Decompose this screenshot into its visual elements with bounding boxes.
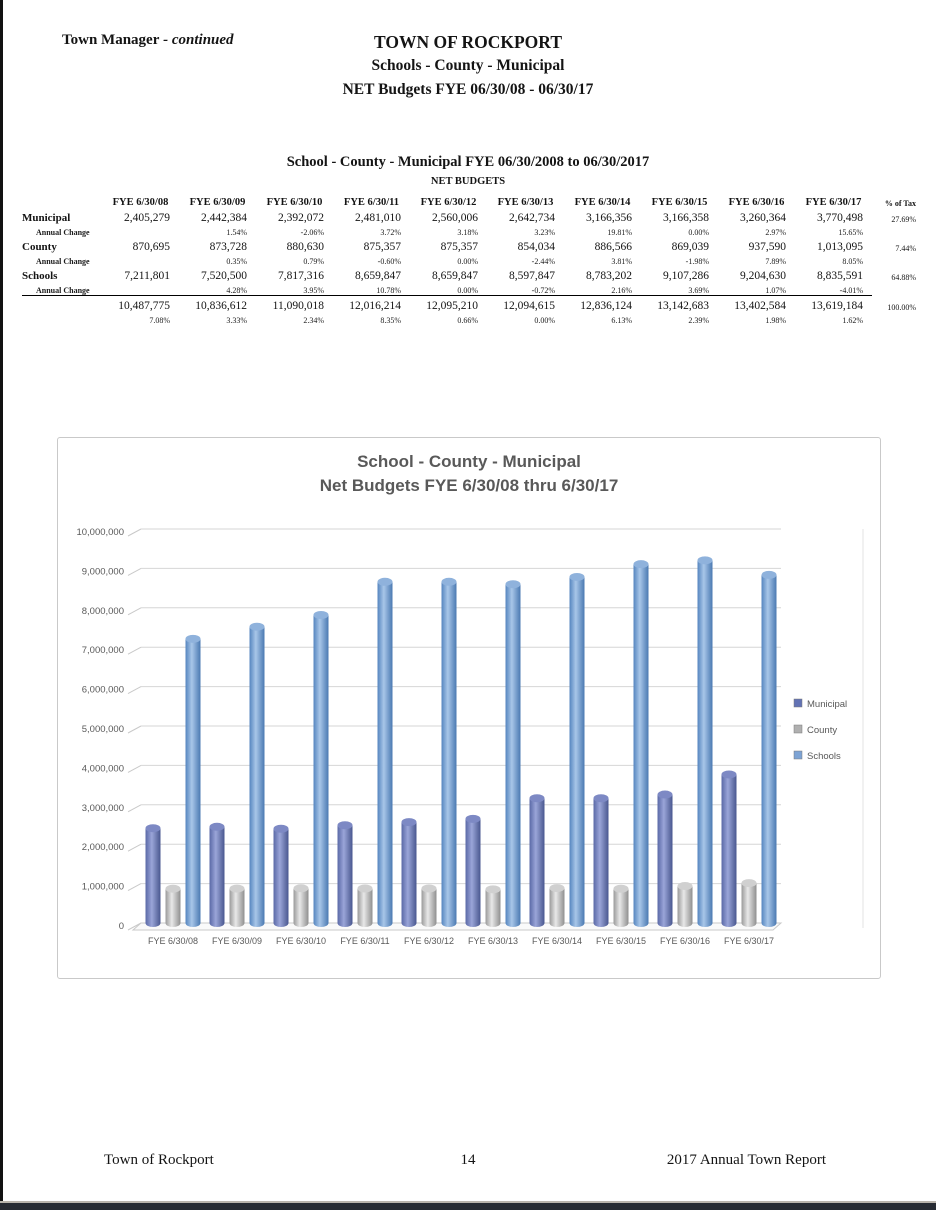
value-cell: 875,357 xyxy=(440,241,478,253)
table-row xyxy=(22,296,918,313)
value-cell: 0.66% xyxy=(457,316,478,325)
value-cell: 7.89% xyxy=(765,257,786,266)
bar-municipal xyxy=(658,791,673,927)
value-cell: 2.39% xyxy=(688,316,709,325)
bar-county xyxy=(358,885,373,927)
pct-of-tax-cell: 64.88% xyxy=(891,273,916,282)
bar-schools xyxy=(506,580,521,927)
value-cell: 1.54% xyxy=(226,228,247,237)
section-header-bold: Town Manager xyxy=(62,32,160,48)
pct-of-tax-cell: 100.00% xyxy=(887,303,916,312)
table-row xyxy=(22,237,918,253)
value-cell: 1,013,095 xyxy=(817,241,863,253)
budget-table-wrap xyxy=(22,192,922,325)
axis-depth-tick xyxy=(128,568,141,575)
bar-municipal xyxy=(146,824,161,927)
value-cell: 3.23% xyxy=(534,228,555,237)
row-label: Municipal xyxy=(22,212,71,224)
table-row xyxy=(22,208,918,224)
axis-depth-tick xyxy=(128,765,141,772)
value-cell: 3.81% xyxy=(611,257,632,266)
budget-table xyxy=(22,192,918,325)
pct-of-tax-header: % of Tax xyxy=(884,199,916,208)
value-cell: 0.00% xyxy=(457,257,478,266)
row-label: Schools xyxy=(22,270,58,282)
value-cell: 7.08% xyxy=(149,316,170,325)
chart-container xyxy=(57,437,881,979)
pct-of-tax-cell xyxy=(872,253,918,266)
value-cell: 0.35% xyxy=(226,257,247,266)
bar-schools xyxy=(314,611,329,927)
value-cell: 13,619,184 xyxy=(795,296,872,313)
row-label: County xyxy=(22,241,57,253)
y-tick-label: 10,000,000 xyxy=(76,527,124,538)
x-tick-label: FYE 6/30/09 xyxy=(211,936,263,946)
legend-swatch xyxy=(794,751,802,759)
bar-schools xyxy=(634,560,649,927)
value-cell: 869,039 xyxy=(671,241,709,253)
pct-of-tax-cell xyxy=(872,224,918,237)
value-cell: 2.97% xyxy=(765,228,786,237)
chart-title xyxy=(58,450,880,498)
value-cell: 3,166,358 xyxy=(663,212,709,224)
row-label: Annual Change xyxy=(36,286,90,295)
axis-depth-tick xyxy=(128,529,141,536)
value-cell: 7,520,500 xyxy=(201,270,247,282)
page-title-line2: Schools - County - Municipal xyxy=(371,57,565,74)
pct-of-tax-cell: 7.44% xyxy=(895,244,916,253)
legend-swatch xyxy=(794,699,802,707)
value-cell xyxy=(102,253,179,266)
table-row xyxy=(22,282,918,296)
value-cell: 3.72% xyxy=(380,228,401,237)
chart-plot xyxy=(58,508,880,958)
value-cell: 8,783,202 xyxy=(586,270,632,282)
x-tick-label: FYE 6/30/17 xyxy=(723,936,775,946)
y-tick-label: 3,000,000 xyxy=(81,802,124,814)
bar-municipal xyxy=(594,794,609,927)
value-cell: 0.00% xyxy=(534,316,555,325)
footer-left: Town of Rockport xyxy=(104,1152,214,1168)
axis-depth-tick xyxy=(128,687,141,694)
table-subtitle: NET BUDGETS xyxy=(430,176,506,187)
value-cell: 8,835,591 xyxy=(817,270,863,282)
bar-municipal xyxy=(210,823,225,927)
value-cell: 19.81% xyxy=(607,228,632,237)
value-cell: 13,142,683 xyxy=(641,296,718,313)
bar-municipal xyxy=(722,770,737,927)
value-cell: 10,836,612 xyxy=(179,296,256,313)
page-title-line1: TOWN OF ROCKPORT xyxy=(373,32,562,52)
value-cell: 0.00% xyxy=(688,228,709,237)
table-row xyxy=(22,312,918,325)
value-cell: 3,260,364 xyxy=(740,212,786,224)
value-cell xyxy=(102,224,179,237)
value-cell: 2,442,384 xyxy=(201,212,247,224)
value-cell: 854,034 xyxy=(517,241,555,253)
table-row xyxy=(22,224,918,237)
value-cell: 1.07% xyxy=(765,286,786,295)
value-cell: 12,016,214 xyxy=(333,296,410,313)
column-header: FYE 6/30/14 xyxy=(574,197,631,208)
bar-municipal xyxy=(274,825,289,927)
bar-county xyxy=(742,879,757,927)
value-cell: 2,560,006 xyxy=(432,212,478,224)
value-cell: 2,642,734 xyxy=(509,212,555,224)
value-cell: 873,728 xyxy=(209,241,247,253)
value-cell: 2,392,072 xyxy=(278,212,324,224)
value-cell: 2.16% xyxy=(611,286,632,295)
y-tick-label: 4,000,000 xyxy=(81,763,124,775)
x-tick-label: FYE 6/30/12 xyxy=(403,936,455,946)
value-cell: 12,094,615 xyxy=(487,296,564,313)
bar-county xyxy=(678,882,693,927)
y-tick-label: 8,000,000 xyxy=(81,605,124,617)
column-header: FYE 6/30/13 xyxy=(497,197,554,208)
value-cell: 8,659,847 xyxy=(355,270,401,282)
table-title: School - County - Municipal FYE 06/30/2008 to 06/30/2017 xyxy=(286,154,650,170)
value-cell: 3.95% xyxy=(303,286,324,295)
y-tick-label: 6,000,000 xyxy=(81,684,124,696)
pct-of-tax-cell: 27.69% xyxy=(891,215,916,224)
bar-schools xyxy=(378,578,393,927)
legend-item xyxy=(794,699,847,710)
row-label: Annual Change xyxy=(36,257,90,266)
value-cell: 7,817,316 xyxy=(278,270,324,282)
value-cell: -0.72% xyxy=(531,286,555,295)
value-cell: -4.01% xyxy=(839,286,863,295)
bar-county xyxy=(422,885,437,927)
column-header: FYE 6/30/17 xyxy=(805,197,862,208)
value-cell: 8.05% xyxy=(842,257,863,266)
value-cell: 0.00% xyxy=(457,286,478,295)
x-tick-label: FYE 6/30/14 xyxy=(531,936,583,946)
value-cell: 8,659,847 xyxy=(432,270,478,282)
value-cell: 10,487,775 xyxy=(102,296,179,313)
value-cell: 3.69% xyxy=(688,286,709,295)
bar-county xyxy=(486,885,501,927)
chart-title-line2: Net Budgets FYE 6/30/08 thru 6/30/17 xyxy=(319,476,619,495)
footer-right: 2017 Annual Town Report xyxy=(666,1152,826,1168)
column-header: FYE 6/30/09 xyxy=(189,197,246,208)
bar-schools xyxy=(762,571,777,927)
footer-page-number: 14 xyxy=(460,1152,476,1168)
legend-swatch xyxy=(794,725,802,733)
bar-county xyxy=(294,884,309,927)
value-cell: 4.28% xyxy=(226,286,247,295)
axis-depth-tick xyxy=(128,726,141,733)
value-cell: 880,630 xyxy=(286,241,324,253)
y-tick-label: 5,000,000 xyxy=(81,724,124,735)
x-tick-label: FYE 6/30/16 xyxy=(659,936,711,946)
bar-county xyxy=(166,885,181,927)
bar-county xyxy=(614,885,629,927)
x-tick-label: FYE 6/30/11 xyxy=(340,936,390,946)
value-cell: -2.44% xyxy=(531,257,555,266)
chart-svg xyxy=(58,508,880,958)
bar-municipal xyxy=(338,821,353,927)
value-cell: 937,590 xyxy=(748,241,786,253)
bar-municipal xyxy=(466,815,481,927)
table-row xyxy=(22,266,918,282)
value-cell: 0.79% xyxy=(303,257,324,266)
value-cell: 9,204,630 xyxy=(740,270,786,282)
value-cell: 875,357 xyxy=(363,241,401,253)
value-cell xyxy=(102,282,179,296)
axis-depth-tick xyxy=(128,608,141,615)
bar-municipal xyxy=(530,794,545,927)
y-tick-label: 9,000,000 xyxy=(81,566,124,578)
bar-county xyxy=(230,885,245,927)
scan-edge-bottom xyxy=(0,1201,936,1210)
value-cell: 3,770,498 xyxy=(817,212,863,224)
axis-depth-tick xyxy=(128,805,141,812)
x-tick-label: FYE 6/30/13 xyxy=(467,936,519,946)
bar-municipal xyxy=(402,818,417,927)
value-cell: 12,836,124 xyxy=(564,296,641,313)
value-cell: 3.33% xyxy=(226,316,247,325)
bar-schools xyxy=(442,578,457,927)
row-label: Annual Change xyxy=(36,228,90,237)
value-cell: 15.65% xyxy=(838,228,863,237)
value-cell: 11,090,018 xyxy=(256,296,333,313)
value-cell: 870,695 xyxy=(132,241,170,253)
value-cell: -1.98% xyxy=(685,257,709,266)
corner-cell xyxy=(22,192,102,208)
y-tick-label: 7,000,000 xyxy=(81,645,124,657)
value-cell: 9,107,286 xyxy=(663,270,709,282)
value-cell: 6.13% xyxy=(611,316,632,325)
value-cell: -2.06% xyxy=(300,228,324,237)
table-header-row xyxy=(22,192,918,208)
bar-schools xyxy=(570,573,585,927)
axis-depth-tick xyxy=(128,844,141,851)
row-label xyxy=(22,296,102,313)
column-header: FYE 6/30/08 xyxy=(112,197,169,208)
section-header-continued: - continued xyxy=(159,32,234,48)
page-title-line3: NET Budgets FYE 06/30/08 - 06/30/17 xyxy=(342,81,594,98)
value-cell: 8,597,847 xyxy=(509,270,555,282)
value-cell: 3,166,356 xyxy=(586,212,632,224)
column-header: FYE 6/30/11 xyxy=(343,197,400,208)
row-label xyxy=(22,312,102,325)
pct-of-tax-cell xyxy=(872,282,918,296)
value-cell: 2,481,010 xyxy=(355,212,401,224)
axis-depth-tick xyxy=(128,647,141,654)
y-tick-label: 1,000,000 xyxy=(81,881,124,893)
value-cell: 1.98% xyxy=(765,316,786,325)
value-cell: 13,402,584 xyxy=(718,296,795,313)
value-cell: 2,405,279 xyxy=(124,212,170,224)
column-header: FYE 6/30/10 xyxy=(266,197,323,208)
value-cell: 7,211,801 xyxy=(124,270,170,282)
value-cell: 10.78% xyxy=(376,286,401,295)
table-row xyxy=(22,253,918,266)
value-cell: 3.18% xyxy=(457,228,478,237)
bar-schools xyxy=(250,623,265,927)
axis-depth-tick xyxy=(128,884,141,891)
bar-schools xyxy=(186,635,201,927)
value-cell: 886,566 xyxy=(594,241,632,253)
value-cell: 8.35% xyxy=(380,316,401,325)
x-tick-label: FYE 6/30/08 xyxy=(147,936,199,946)
column-header: FYE 6/30/15 xyxy=(651,197,708,208)
legend-item xyxy=(794,725,837,736)
x-tick-label: FYE 6/30/10 xyxy=(275,936,327,946)
value-cell: 1.62% xyxy=(842,316,863,325)
column-header: FYE 6/30/16 xyxy=(728,197,785,208)
y-tick-label: 2,000,000 xyxy=(81,842,124,854)
bar-county xyxy=(550,884,565,927)
y-tick-label: 0 xyxy=(118,921,124,932)
x-tick-label: FYE 6/30/15 xyxy=(595,936,647,946)
value-cell: 2.34% xyxy=(303,316,324,325)
legend-label: County xyxy=(807,725,838,736)
pct-of-tax-cell xyxy=(872,312,918,325)
value-cell: -0.60% xyxy=(377,257,401,266)
value-cell: 12,095,210 xyxy=(410,296,487,313)
page-title xyxy=(0,30,936,102)
chart-title-line1: School - County - Municipal xyxy=(357,452,581,471)
column-header: FYE 6/30/12 xyxy=(420,197,477,208)
legend-label: Schools xyxy=(807,751,841,762)
legend-item xyxy=(794,751,841,762)
legend-label: Municipal xyxy=(807,699,848,710)
bar-schools xyxy=(698,556,713,927)
